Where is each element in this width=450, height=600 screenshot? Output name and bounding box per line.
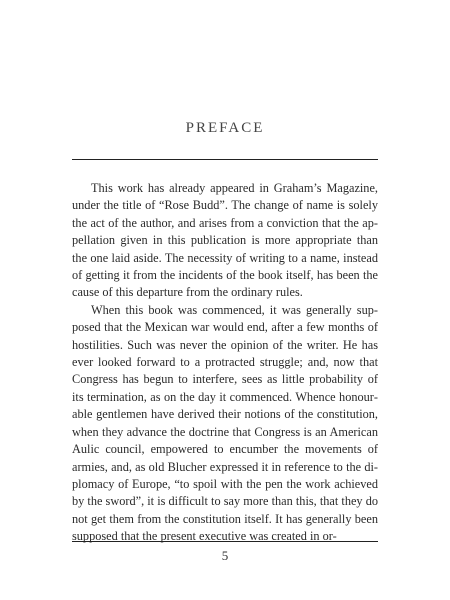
bottom-rule bbox=[72, 541, 378, 542]
paragraph: When this book was commenced, it was generally supposed that the Mexican war would end, after a few months of hostilities. Such was never the opinion of the writer. He has ever looked forward to a protracted struggle; and, now that Congress has begun to interfere, sees as little probability of its termination, as on the day it commenced. Whence honourable gentlemen have derived their notions of the constitution, when they advance the doctrine that Congress is an American Aulic council, empowered to encumber the movements of armies, and, as old Blucher expressed it in reference to the diplomacy of Europe, “to spoil with the pen the work achieved by the sword”, it is difficult to say more than this, that they do not get them from the constitution itself. It has generally been supposed that the present executive was created in or- bbox=[72, 302, 378, 544]
body-text bbox=[72, 180, 378, 546]
top-rule bbox=[72, 159, 378, 160]
chapter-heading: PREFACE bbox=[185, 120, 265, 136]
paragraph: This work has already appeared in Graham’s Magazine, under the title of “Rose Budd”. The change of name is solely the act of the author, and arises from a conviction that the appellation given in this publication is more appropriate than the one laid aside. The necessity of writing to a name, instead of getting it from the incidents of the book itself, has been the cause of this departure from the ordinary rules. bbox=[72, 181, 378, 300]
page-number: 5 bbox=[221, 548, 229, 563]
